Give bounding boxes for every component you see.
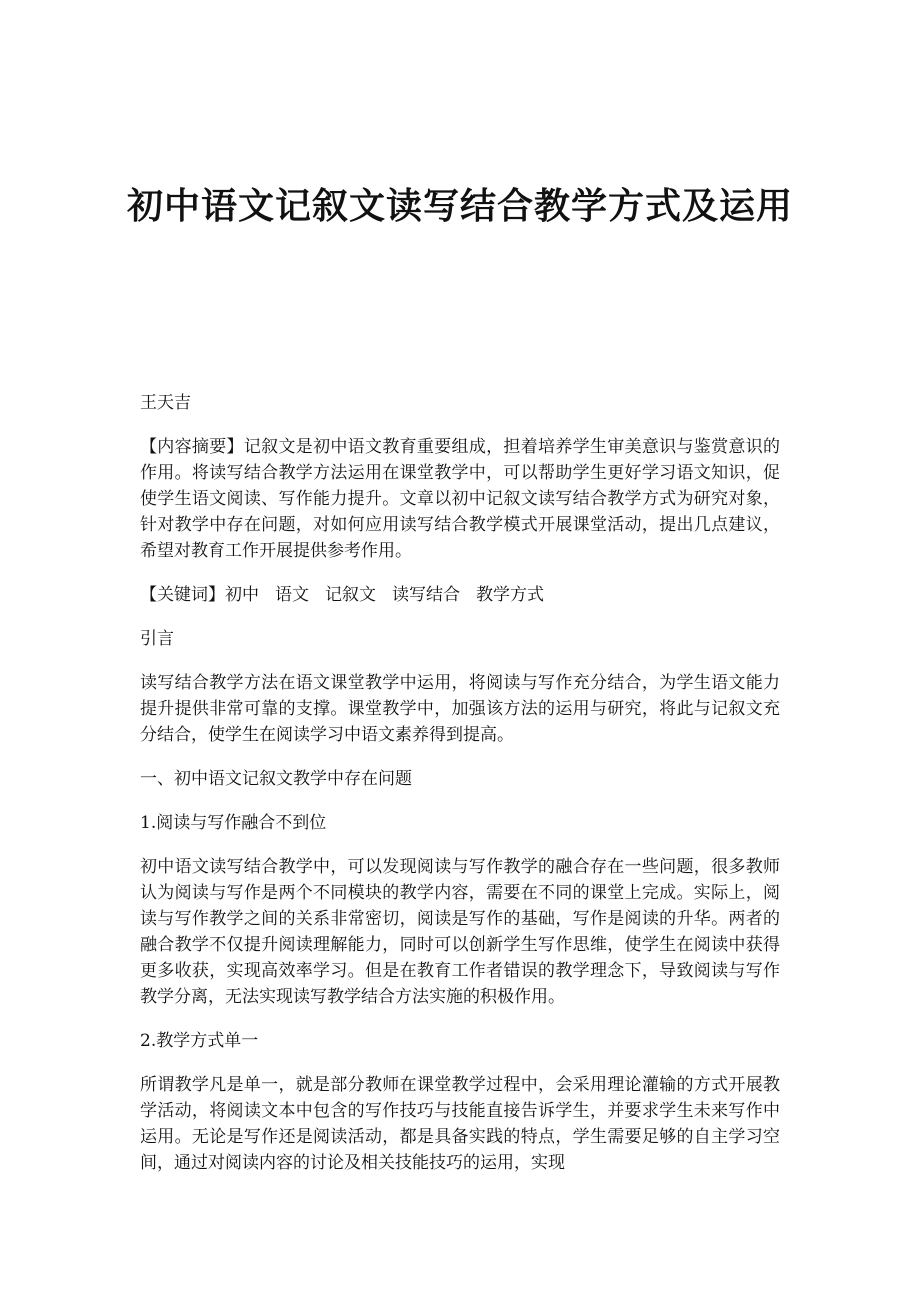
intro-heading: 引言 [140, 629, 174, 649]
abstract-text: 记叙文是初中语文教育重要组成，担着培养学生审美意识与鉴赏意识的作用。将读写结合教学方法运用在课堂教学中，可以帮助学生更好学习语文知识，促使学生语文阅读、写作能力提升。文章以初中记叙文读写结合教学方式为研究对象，针对教学中存在问题，对如何应用读写结合教学模式开展课堂活动，提出几点建议，希望对教育工作开展提供参考作用。 [140, 437, 781, 561]
subsection-paragraph: 初中语文读写结合教学中，可以发现阅读与写作教学的融合存在一些问题，很多教师认为阅读与写作是两个不同模块的教学内容，需要在不同的课堂上完成。实际上，阅读与写作教学之间的关系非常密切，阅读是写作的基础，写作是阅读的升华。两者的融合教学不仅提升阅读理解能力，同时可以创新学生写作思维，使学生在阅读中获得更多收获，实现高效率学习。但是在教育工作者错误的教学理念下，导致阅读与写作教学分离，无法实现读写教学结合方法实施的积极作用。 [140, 857, 780, 1007]
keyword-item: 读写结合 [392, 585, 460, 605]
intro-paragraph: 读写结合教学方法在语文课堂教学中运用，将阅读与写作充分结合，为学生语文能力提升提供非常可靠的支撑。课堂教学中，加强该方法的运用与研究，将此与记叙文充分结合，使学生在阅读学习中语文素养得到提高。 [140, 673, 780, 745]
section-heading: 一、初中语文记叙文教学中存在问题 [140, 769, 412, 789]
keyword-item: 语文 [275, 585, 309, 605]
subsection-heading: 2.教学方式单一 [140, 1031, 259, 1051]
keyword-item: 初中 [225, 585, 259, 605]
subsection-heading: 1.阅读与写作融合不到位 [140, 813, 327, 833]
abstract-label: 【内容摘要】 [140, 437, 244, 457]
keyword-item: 教学方式 [476, 585, 544, 605]
document-body [140, 390, 780, 1194]
keyword-item: 记叙文 [325, 585, 376, 605]
keywords-paragraph [140, 582, 780, 608]
subsection-paragraph: 所谓教学凡是单一，就是部分教师在课堂教学过程中，会采用理论灌输的方式开展教学活动，将阅读文本中包含的写作技巧与技能直接告诉学生，并要求学生未来写作中运用。无论是写作还是阅读活动，都是具备实践的特点，学生需要足够的自主学习空间，通过对阅读内容的讨论及相关技能技巧的运用，实现 [140, 1075, 780, 1173]
author-name: 王天吉 [140, 393, 191, 413]
abstract-paragraph [140, 434, 780, 564]
document-title: 初中语文记叙文读写结合教学方式及运用 [126, 185, 793, 227]
keywords-label: 【关键词】 [140, 585, 225, 605]
